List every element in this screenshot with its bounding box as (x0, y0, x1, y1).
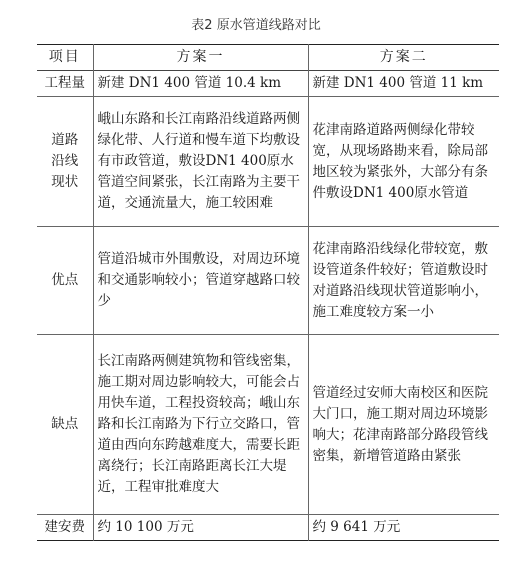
table-caption: 表2 原水管道线路对比 (191, 18, 321, 33)
row-label-quantity: 工程量 (44, 75, 85, 91)
row-label-disadvantages: 缺点 (51, 416, 79, 432)
cell-plan2-road-status: 花津南路道路两侧绿化带较宽，从现场路勘来看，除局部地区较为紧张外，大部分有条件敷设DN1 400原水管道 (308, 97, 499, 227)
cell-plan2-disadvantages: 管道经过安师大南校区和医院大门口，施工期对周边环境影响大；花津南路部分路段管线密集，新增管道路由紧张 (308, 335, 499, 515)
cell-plan2-cost: 约 9 641 万元 (308, 515, 499, 541)
cell-plan1-advantages: 管道沿城市外围敷设，对周边环境和交通影响较小；管道穿越路口较少 (93, 227, 308, 335)
table-row (37, 335, 499, 515)
cell-plan1-road-status: 峨山东路和长江南路沿线道路两侧绿化带、人行道和慢车道下均敷设有市政管道，敷设DN1 400原水管道空间紧张，长江南路为主要干道，交通流量大，施工较困难 (93, 97, 308, 227)
row-label-cost: 建安费 (44, 519, 85, 535)
cell-plan1-cost: 约 10 100 万元 (93, 515, 308, 541)
cell-plan1-quantity: 新建 DN1 400 管道 10.4 km (93, 71, 308, 97)
row-label-advantages: 优点 (51, 272, 79, 288)
table-row (37, 97, 499, 227)
cell-plan2-advantages: 花津南路沿线绿化带较宽，敷设管道条件较好；管道敷设时对道路沿线现状管道影响小，施工难度较方案一小 (308, 227, 499, 335)
table-row (37, 515, 499, 541)
cell-plan2-quantity: 新建 DN1 400 管道 11 km (308, 71, 499, 97)
cell-plan1-disadvantages: 长江南路两侧建筑物和管线密集，施工期对周边影响较大，可能会占用快车道，工程投资较高；峨山东路和长江南路为下行立交路口，管道由西向东跨越难度大，需要长距离绕行；长江南路距离长江大堤近，工程审批难度大 (93, 335, 308, 515)
header-plan1: 方案一 (93, 45, 308, 71)
row-label-road-status: 道路沿线现状 (51, 132, 79, 190)
table-row (37, 71, 499, 97)
header-plan2: 方案二 (308, 45, 499, 71)
header-item: 项目 (48, 49, 81, 65)
table-row (37, 227, 499, 335)
comparison-table (37, 44, 499, 541)
table-header-row (37, 45, 499, 71)
